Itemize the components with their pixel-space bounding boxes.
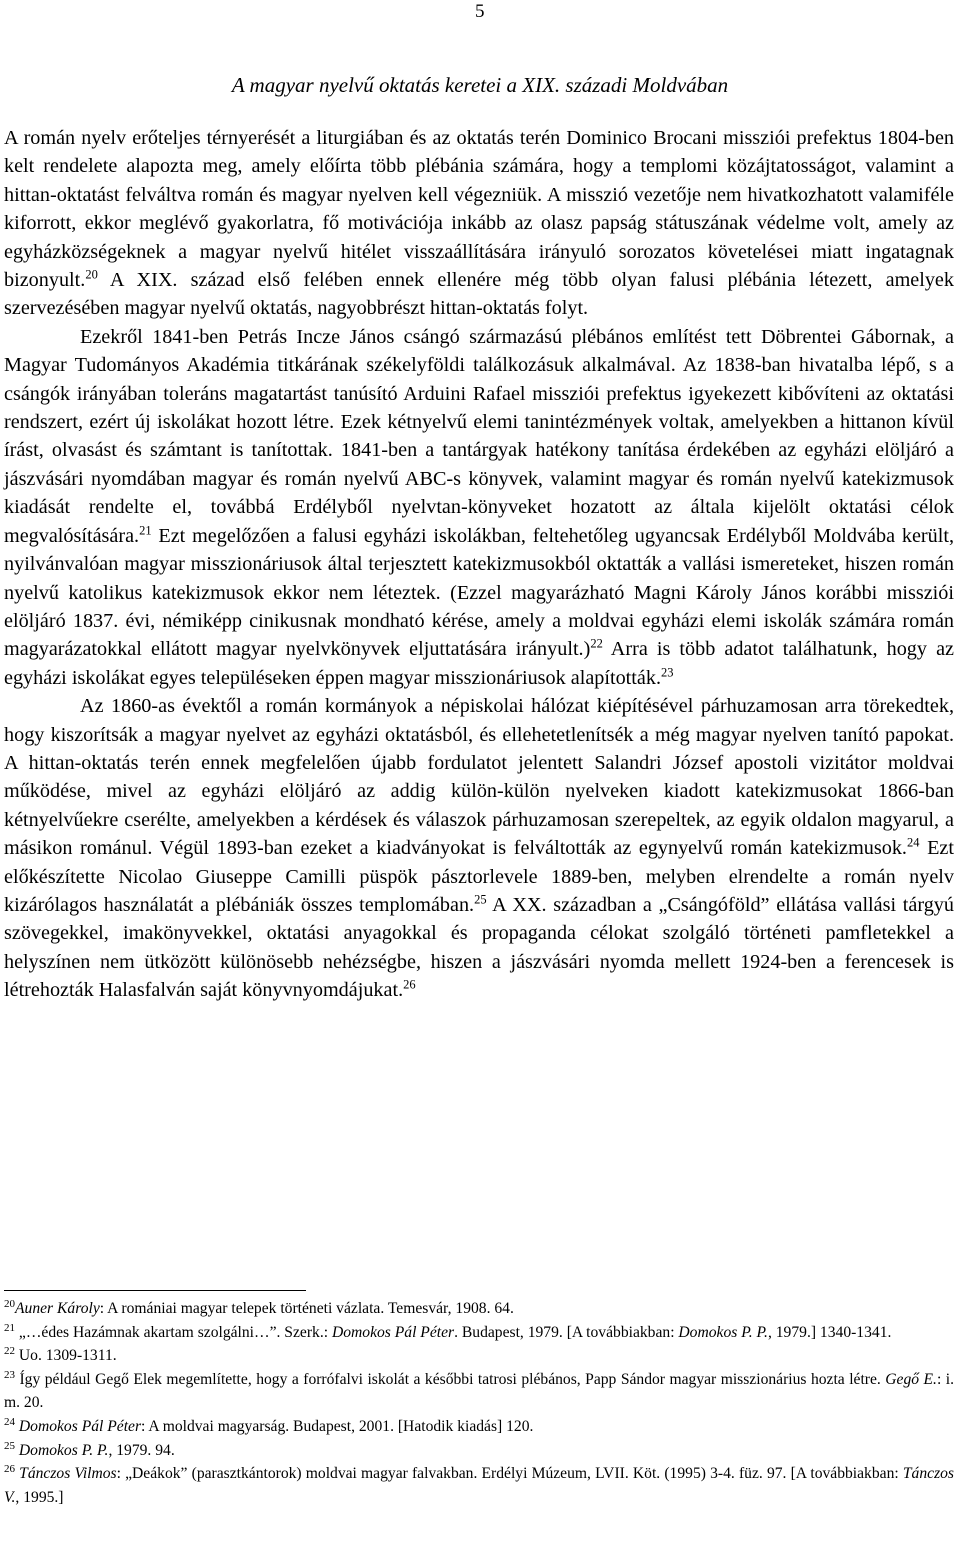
footnote-ref-21[interactable]: 21: [139, 522, 152, 537]
footnote-author: Auner Károly: [15, 1300, 100, 1317]
paragraph-2-text: Ezekről 1841-ben Petrás Incze János csángó származású plébános említést tett Döbrentei Gábornak, a Magyar Tudományos Akadémia titkárának székelyföldi találkozásuk alkalmával. Az 1838-ban hivatalba lépő, s a csángók irányában toleráns magatartást tanúsító Arduini Rafael missziói prefektus igyekezett kibővíteni az oktatási rendszert, ezért új iskolákat hozott létre. Ezek kétnyelvű elemi tanintézmények voltak, amelyekben a hittanon kívül írást, olvasást és számtant is tanítottak. 1841-ben a tantárgyak hatékony tanítása érdekében az egyházi elöljáró a jászvásári nyomdában magyar és román nyelvű ABC-s könyvek, valamint magyar és román nyelvű katekizmusok kiadását rendelte el, továbbá Erdélyből nyelvtan-könyveket hozatott az általa kijelölt oktatási célok megvalósítására.: [4, 325, 954, 547]
paragraph-3-text: Az 1860-as évektől a román kormányok a népiskolai hálózat kiépítésével párhuzamosan arra törekedtek, hogy kiszorítsák a magyar nyelvet az egyházi oktatásból, és ellehetetlenítsék a még magyar nyelven tanító papokat. A hittan-oktatás terén ennek megfelelően újabb fordulatot jelentett Salandri József apostoli vizitátor moldvai működése, mivel az egyházi elöljáró az addig külön-külön nyelveken kiadott katekizmusokat 1866-ban kétnyelvűekre cserélte, amelyekben a kérdések és válaszok párhuzamosan szerepeltek, az egyik oldalon magyarul, a másikon románul. Végül 1893-ban ezeket a kiadványokat is felváltották az egynyelvű román katekizmusok.: [4, 695, 954, 860]
footnote-24: [4, 1415, 954, 1439]
footnotes: [4, 1297, 954, 1509]
footnote-20: [4, 1297, 954, 1321]
footnote-ref-23[interactable]: 23: [661, 664, 674, 679]
footnote-text: : i. m. 20.: [4, 1370, 954, 1412]
paragraph-3-text-cont: Ezt előkészítette Nicolao Giuseppe Camilli püspök pásztorlevele 1889-ben, melyben elrendelte a román nyelv kizárólagos használatát a plébániák összes templomában.: [4, 837, 955, 916]
paragraph-2-text-end: Arra is több adatot találhatunk, hogy az egyházi iskolákat egyes településeken éppen magyar misszionáriusok alapították.: [4, 638, 954, 689]
footnote-25: [4, 1439, 954, 1463]
paragraph-1: [4, 124, 954, 323]
footnote-21: [4, 1321, 954, 1345]
footnote-text: Így például Gegő Elek megemlítette, hogy a forrófalvi iskolát a későbbi tatrosi plébános, Papp Sándor magyar misszionárius hozta létre.: [15, 1370, 886, 1388]
footnote-number: 26: [4, 1462, 15, 1475]
footnote-ref-24[interactable]: 24: [906, 835, 920, 850]
footnote-number: 21: [4, 1321, 15, 1334]
footnote-author: Domokos Pál Péter: [331, 1323, 455, 1341]
footnote-text: , 1995.]: [15, 1488, 64, 1506]
footnote-text: : A romániai magyar telepek történeti vázlata. Temesvár, 1908. 64.: [99, 1300, 514, 1317]
footnote-26: [4, 1462, 954, 1509]
footnote-number: 24: [4, 1415, 15, 1428]
footnote-22: [4, 1344, 954, 1368]
paragraph-1-text: A román nyelv erőteljes térnyerését a liturgiában és az oktatás terén Dominico Brocani missziói prefektus 1804-ben kelt rendelete alapozta meg, amely előírta több plébánia számára, hogy a templomi közájtatosságot, valamint a hittan-oktatást felváltva román és magyar nyelven kell végezniük. A misszió vezetője nem hivatkozhatott valamiféle kiforrott, ekkor meglévő gyakorlatra, fő motivációja inkább az olasz papság státuszának védelme volt, amely az egyházközségeknek a magyar nyelvű hitélet visszaállítására irányuló sorozatos követelései miatt ingatagnak bizonyult.: [4, 127, 954, 292]
footnote-author: Domokos Pál Péter: [15, 1417, 142, 1435]
footnote-ref-26[interactable]: 26: [403, 977, 416, 992]
footnote-author: Tánczos Vilmos: [15, 1465, 117, 1483]
footnote-number: 22: [4, 1345, 15, 1357]
footnote-text: . Budapest, 1979. [A továbbiakban:: [454, 1323, 679, 1341]
footnote-author: Domokos P. P.: [678, 1323, 768, 1341]
footnote-author: Gegő E.: [885, 1370, 937, 1388]
body-text: [4, 124, 954, 1005]
footnote-text: , 1979. 94.: [108, 1441, 175, 1459]
footnote-ref-20[interactable]: 20: [85, 267, 98, 282]
footnote-text: „…édes Hazámnak akartam szolgálni…”. Szerk.:: [15, 1323, 332, 1341]
footnote-text: : A moldvai magyarság. Budapest, 2001. [Hatodik kiadás] 120.: [141, 1417, 534, 1435]
footnote-text: : „Deákok” (parasztkántorok) moldvai magyar falvakban. Erdélyi Múzeum, LVII. Köt. (1995) 3-4. füz. 97. [A továbbiakban:: [116, 1465, 903, 1483]
footnote-ref-25[interactable]: 25: [474, 892, 487, 907]
footnote-text: Uo. 1309-1311.: [15, 1347, 117, 1365]
footnote-author: Domokos P. P.: [15, 1441, 109, 1459]
footnote-divider: [4, 1290, 306, 1291]
footnote-number: 23: [4, 1368, 15, 1381]
page-number: 5: [475, 1, 485, 22]
paragraph-3-text-end: A XX. században a „Csángóföld” ellátása vallási tárgyú szövegekkel, imakönyvekkel, oktatási anyagokkal és propaganda célokat szolgáló történeti pamfletekkel a helyszínen nem ütközött különösebb nehézségbe, hiszen a jászvásári nyomda mellett 1924-ben a ferencesek is létrehozták Halasfalván saját könyvnyomdájukat.: [4, 893, 954, 1002]
paragraph-1-text-cont: A XIX. század első felében ennek ellenére még több olyan falusi plébánia létezett, amelyek szervezésében magyar nyelvű oktatás, nagyobbrészt hittan-oktatás folyt.: [4, 269, 954, 320]
section-title: A magyar nyelvű oktatás keretei a XIX. századi Moldvában: [231, 73, 729, 97]
footnote-number: 25: [4, 1439, 15, 1452]
paragraph-3: [4, 692, 954, 1004]
footnote-23: [4, 1368, 954, 1415]
footnote-text: , 1979.] 1340-1341.: [767, 1323, 892, 1341]
footnote-author: Tánczos V.: [4, 1465, 954, 1506]
paragraph-2: [4, 323, 954, 692]
footnote-ref-22[interactable]: 22: [590, 636, 603, 651]
paragraph-2-text-cont: Ezt megelőzően a falusi egyházi iskolákban, feltehetőleg ugyancsak Erdélyből Moldvába került, nyilvánvalóan magyar misszionáriusok által terjesztett katekizmusokból oktatták a vallási ismereteket, hiszen román nyelvű katolikus katekizmusok ekkor nem léteztek. (Ezzel magyarázható Magni Károly János korábbi missziói elöljáró 1837. évi, némiképp cinikusnak mondható kérése, amely a moldvai egyházi elemi iskolák számára román magyarázatokkal ellátott magyar nyelvkönyvek eljuttatására irányult.): [4, 524, 954, 661]
footnote-number: 20: [4, 1297, 15, 1310]
